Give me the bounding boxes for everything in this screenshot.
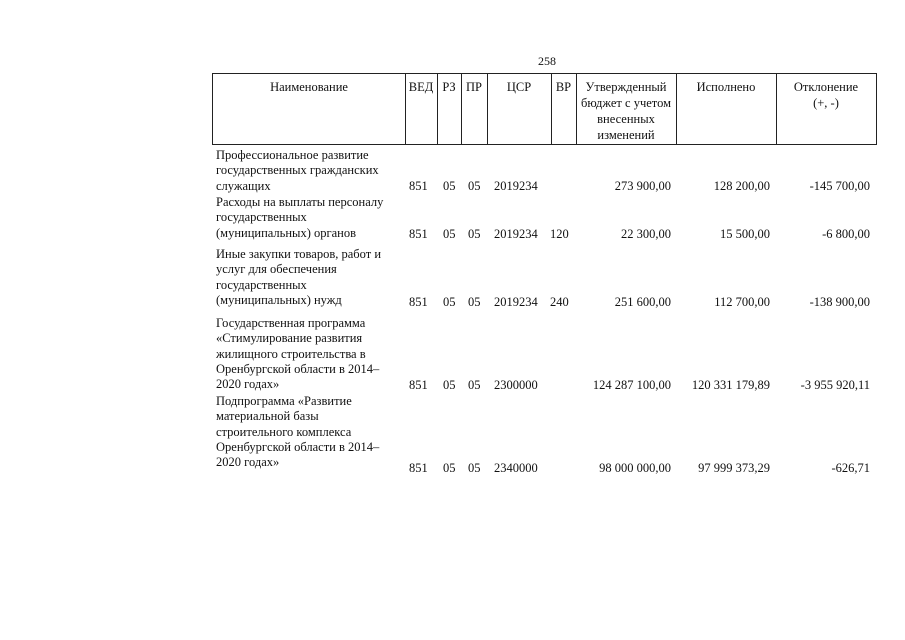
header-approved bbox=[576, 74, 676, 144]
row-name-line: Расходы на выплаты персоналу bbox=[216, 195, 384, 209]
cell-executed: 120 331 179,89 bbox=[691, 377, 770, 392]
cell-csr: 2019234 bbox=[494, 178, 538, 193]
row-name-line: строительного комплекса bbox=[216, 424, 352, 439]
cell-executed: 15 500,00 bbox=[720, 226, 770, 241]
row-name-line: служащих bbox=[216, 178, 271, 193]
row-name-line: государственных гражданских bbox=[216, 163, 379, 178]
cell-rz: 05 bbox=[443, 294, 456, 309]
cell-pr: 05 bbox=[468, 294, 481, 309]
cell-ved: 851 bbox=[409, 377, 428, 392]
cell-rz: 05 bbox=[443, 178, 456, 193]
header-name: Наименование bbox=[270, 80, 348, 94]
cell-vr: 120 bbox=[550, 226, 569, 241]
header-deviation bbox=[776, 74, 876, 144]
cell-deviation: -6 800,00 bbox=[822, 226, 870, 241]
cell-deviation: -145 700,00 bbox=[809, 178, 870, 193]
cell-pr: 05 bbox=[468, 377, 481, 392]
cell-deviation: -3 955 920,11 bbox=[800, 377, 870, 392]
header-rz: РЗ bbox=[442, 80, 456, 94]
cell-csr: 2340000 bbox=[494, 460, 538, 475]
cell-rz: 05 bbox=[443, 226, 456, 241]
row-name-line: жилищного строительства в bbox=[216, 346, 366, 361]
cell-ved: 851 bbox=[409, 178, 428, 193]
cell-csr: 2019234 bbox=[494, 226, 538, 241]
cell-ved: 851 bbox=[409, 460, 428, 475]
row-name-line: «Стимулирование развития bbox=[216, 331, 363, 346]
row-name-line: Иные закупки товаров, работ и bbox=[216, 247, 382, 261]
cell-executed: 97 999 373,29 bbox=[698, 460, 770, 475]
row-name-line: услуг для обеспечения bbox=[216, 262, 337, 277]
row-name-line: Оренбургской области в 2014– bbox=[216, 439, 380, 454]
cell-rz: 05 bbox=[443, 377, 456, 392]
row-name-line: Государственная программа bbox=[216, 316, 366, 330]
cell-deviation: -138 900,00 bbox=[809, 294, 870, 309]
header-csr: ЦСР bbox=[506, 80, 532, 94]
header-ved: ВЕД bbox=[408, 80, 434, 94]
cell-vr: 240 bbox=[550, 294, 569, 309]
header-deviation-line: (+, -) bbox=[813, 96, 839, 110]
table-row bbox=[212, 148, 877, 194]
row-name-line: Подпрограмма «Развитие bbox=[216, 394, 352, 408]
cell-executed: 112 700,00 bbox=[714, 294, 770, 309]
header-approved-line: Утвержденный bbox=[585, 80, 667, 94]
cell-csr: 2300000 bbox=[494, 377, 538, 392]
row-name-line: (муниципальных) органов bbox=[216, 225, 357, 240]
table-row bbox=[212, 394, 877, 476]
cell-approved: 22 300,00 bbox=[621, 226, 671, 241]
header-pr: ПР bbox=[466, 80, 482, 94]
cell-approved: 251 600,00 bbox=[614, 294, 671, 309]
row-name bbox=[216, 148, 401, 194]
cell-approved: 98 000 000,00 bbox=[599, 460, 671, 475]
header-approved-line: изменений bbox=[597, 128, 655, 142]
header-deviation-line: Отклонение bbox=[793, 80, 859, 94]
row-name bbox=[216, 316, 401, 392]
cell-pr: 05 bbox=[468, 460, 481, 475]
row-name-line: 2020 годах» bbox=[216, 455, 280, 470]
table-row bbox=[212, 195, 877, 242]
header-vr: ВР bbox=[555, 80, 572, 94]
row-name bbox=[216, 394, 401, 470]
row-name-line: (муниципальных) нужд bbox=[216, 292, 342, 307]
row-name bbox=[216, 247, 401, 308]
cell-approved: 124 287 100,00 bbox=[592, 377, 671, 392]
cell-approved: 273 900,00 bbox=[614, 178, 671, 193]
row-name bbox=[216, 195, 401, 241]
header-approved-line: внесенных bbox=[597, 112, 655, 126]
header-approved-line: бюджет с учетом bbox=[580, 96, 671, 110]
cell-executed: 128 200,00 bbox=[713, 178, 770, 193]
table-row bbox=[212, 247, 877, 310]
row-name-line: 2020 годах» bbox=[216, 377, 280, 392]
row-name-line: Профессиональное развитие bbox=[216, 148, 369, 162]
cell-ved: 851 bbox=[409, 294, 428, 309]
header-executed: Исполнено bbox=[696, 80, 756, 94]
cell-pr: 05 bbox=[468, 178, 481, 193]
row-name-line: Оренбургской области в 2014– bbox=[216, 361, 380, 376]
table-header bbox=[212, 73, 877, 145]
row-name-line: материальной базы bbox=[216, 409, 319, 424]
cell-pr: 05 bbox=[468, 226, 481, 241]
page-number: 258 bbox=[538, 54, 556, 68]
table-row bbox=[212, 316, 877, 393]
cell-ved: 851 bbox=[409, 226, 428, 241]
row-name-line: государственных bbox=[216, 277, 307, 292]
cell-rz: 05 bbox=[443, 460, 456, 475]
cell-deviation: -626,71 bbox=[831, 460, 870, 475]
row-name-line: государственных bbox=[216, 210, 307, 225]
cell-csr: 2019234 bbox=[494, 294, 538, 309]
